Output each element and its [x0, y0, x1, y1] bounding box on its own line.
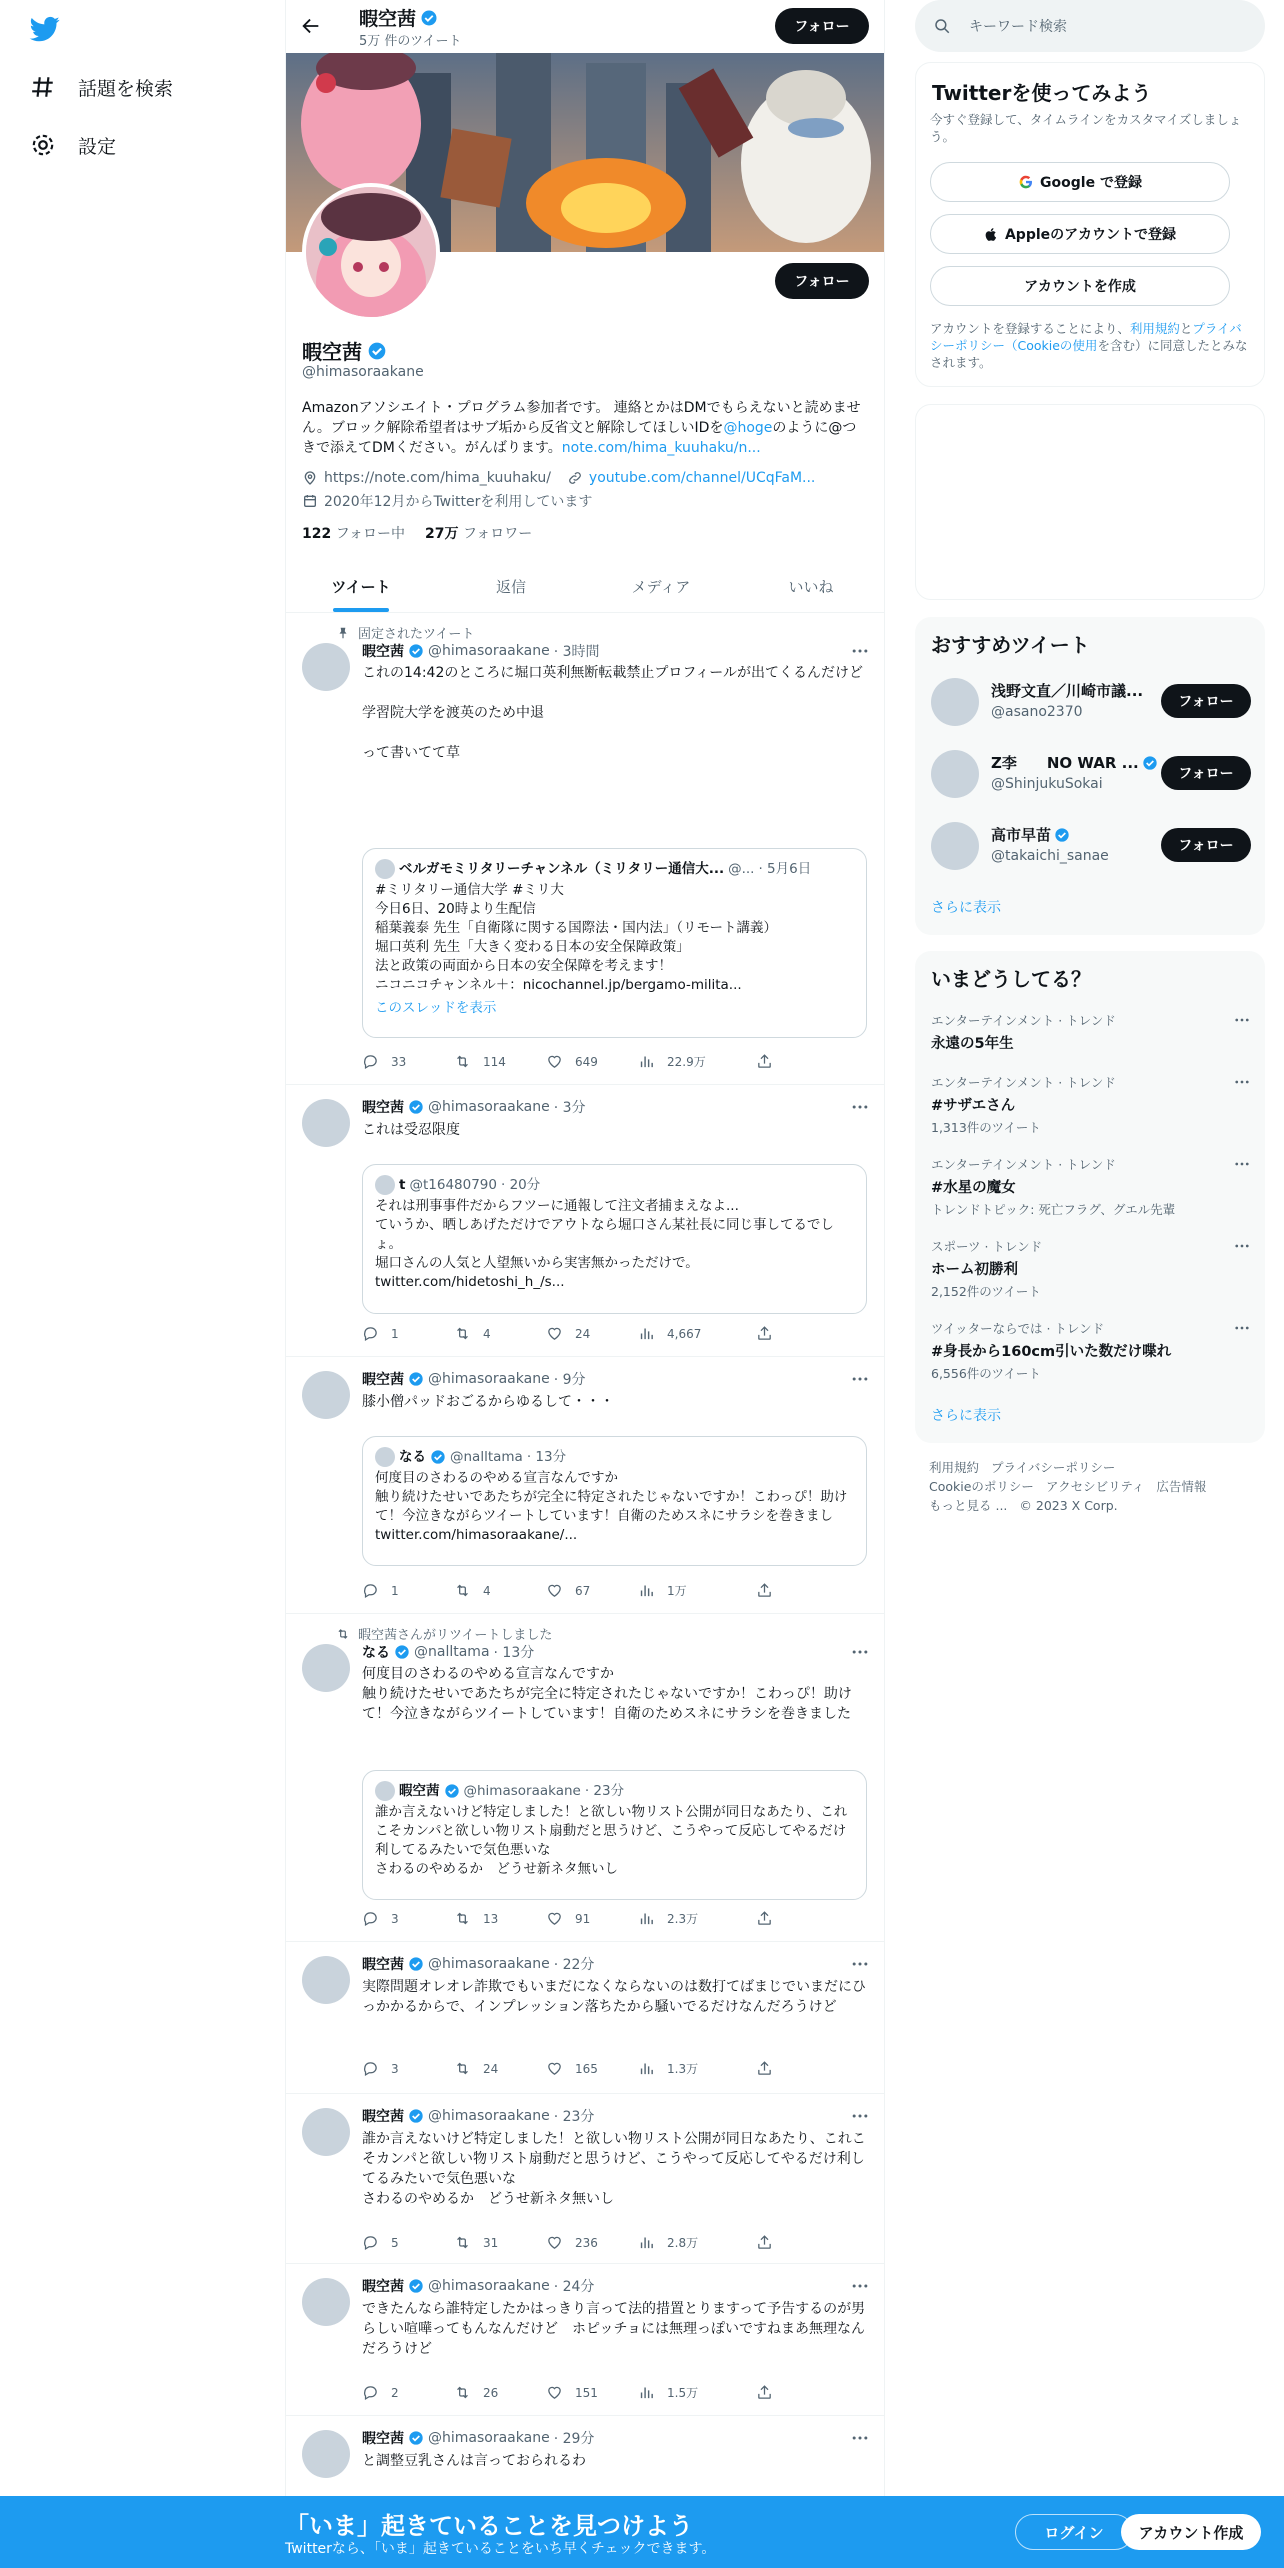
- recommended-account[interactable]: [931, 744, 1251, 804]
- trend-item[interactable]: [931, 1073, 1251, 1136]
- retweet-button[interactable]: 24: [454, 2060, 546, 2077]
- retweet-icon: [454, 1910, 471, 1927]
- profile-joined: 2020年12月からTwitterを利用しています: [302, 491, 592, 511]
- retweet-icon: [336, 1627, 350, 1641]
- more-options-icon[interactable]: [850, 2428, 870, 2448]
- heart-icon: [546, 2384, 563, 2401]
- verified-badge-icon: [408, 2278, 424, 2294]
- reply-icon: [362, 1325, 379, 1342]
- more-options-icon[interactable]: [1233, 1155, 1251, 1173]
- trend-meta: 1,313件のツイート: [931, 1120, 1041, 1135]
- tweet-text: と調整豆乳さんは言っておられるわ: [362, 2453, 586, 2469]
- trend-meta: トレンドトピック: 死亡フラグ、グエル先輩: [931, 1202, 1176, 1217]
- share-button[interactable]: [756, 2384, 773, 2401]
- tweet[interactable]: [286, 2264, 885, 2416]
- quote-author-name: 暇空茜: [399, 1782, 440, 1799]
- verified-badge-icon: [1054, 827, 1070, 843]
- recommended-name[interactable]: 浅野文直／川崎市議...: [991, 682, 1144, 700]
- trend-item[interactable]: [931, 1237, 1251, 1300]
- reply-icon: [362, 1910, 379, 1927]
- recommended-account[interactable]: [931, 672, 1251, 732]
- tweet-actions: [362, 1910, 792, 1927]
- author-name[interactable]: 暇空茜: [362, 644, 404, 660]
- quote-author-handle: @himasoraakane: [463, 1782, 581, 1799]
- tweet-time[interactable]: · 9分: [553, 1372, 586, 1388]
- tweet-time[interactable]: · 13分: [493, 1645, 535, 1661]
- verified-badge-icon: [394, 1644, 410, 1660]
- author-handle[interactable]: @himasoraakane: [428, 2108, 550, 2124]
- left-sidebar: [0, 0, 285, 2568]
- header-profile-name: 暇空茜: [359, 4, 438, 31]
- tweet[interactable]: [286, 1614, 885, 1942]
- terms-link[interactable]: 利用規約: [1129, 321, 1180, 336]
- reply-icon: [362, 2060, 379, 2077]
- verified-badge-icon: [1142, 755, 1158, 771]
- more-options-icon[interactable]: [850, 2106, 870, 2126]
- share-icon: [756, 1325, 773, 1342]
- search-bar[interactable]: [915, 0, 1265, 52]
- quoted-tweet[interactable]: [362, 1436, 867, 1566]
- tweet-text: 実際問題オレオレ詐欺でもいまだになくならないのは数打てばまじでいまだにひっかかるからで、インプレッション落ちたから騒いでるだけなんだろうけど: [362, 1979, 866, 2015]
- quoted-tweet[interactable]: [362, 1164, 867, 1314]
- sidebar-footer: [929, 1458, 1249, 1515]
- twitter-logo-icon[interactable]: [27, 14, 63, 44]
- reply-icon: [362, 2384, 379, 2401]
- tweet[interactable]: [286, 613, 885, 1085]
- trends-title: いまどうしてる？: [931, 967, 1091, 991]
- tweet-header: [362, 2106, 594, 2126]
- author-name[interactable]: 暇空茜: [362, 1957, 404, 1973]
- reply-button[interactable]: 1: [362, 1325, 454, 1342]
- author-handle[interactable]: @himasoraakane: [428, 2278, 550, 2294]
- verified-badge-icon: [408, 2430, 424, 2446]
- tweet-header: [362, 641, 600, 661]
- trend-category: エンターテインメント · トレンド: [931, 1013, 1116, 1028]
- more-options-icon[interactable]: [850, 1954, 870, 1974]
- heart-icon: [546, 1910, 563, 1927]
- reply-icon: [362, 2234, 379, 2251]
- reply-button[interactable]: 3: [362, 2060, 454, 2077]
- heart-icon: [546, 2060, 563, 2077]
- reply-button[interactable]: 3: [362, 1910, 454, 1927]
- avatar[interactable]: [931, 750, 979, 798]
- back-arrow-icon[interactable]: [300, 15, 322, 37]
- tweet-actions: [362, 1582, 792, 1599]
- quote-author-handle: @...: [728, 860, 755, 877]
- tweet-text: 誰か言えないけど特定しました！と欲しい物リスト公開が同日なあたり、これこそカンパと欲しい物リスト扇動だと思うけど、こうやって反応してやるだけ利してるみたいで気色悪いな さわるのやめるか どうせ新ネタ無いし: [362, 2131, 866, 2207]
- recommended-handle: @ShinjukuSokai: [991, 776, 1103, 792]
- author-handle[interactable]: @himasoraakane: [428, 1099, 550, 1115]
- bottom-subtitle: Twitterなら、「いま」起きていることをいち早くチェックできます。: [285, 2541, 716, 2557]
- author-name[interactable]: 暇空茜: [362, 2431, 404, 2447]
- google-icon: [1018, 174, 1034, 190]
- verified-badge-icon: [430, 1449, 446, 1465]
- quote-text: #ミリタリー通信大学 #ミリ大 今日6日、20時より生配信 稲葉義泰 先生「自衛隊に関する国際法・国内法」（リモート講義） 堀口英利 先生「大きく変わる日本の安全保障政策」 法と政策の両面から日本の安全保障を考えます！ ニコニコチャンネル＋：nicochannel.jp/bergamo-milita...: [375, 882, 778, 993]
- views-button[interactable]: 1.3万: [638, 2060, 756, 2077]
- verified-badge-icon: [408, 1371, 424, 1387]
- tweet-text: 膝小僧パッドおごるからゆるして・・・: [362, 1394, 614, 1410]
- nav-explore[interactable]: [30, 67, 173, 107]
- tweet-header: [362, 2428, 594, 2448]
- avatar[interactable]: [302, 2108, 350, 2156]
- tweet-count: 5万 件のツイート: [359, 34, 462, 49]
- location-pin-icon: [302, 470, 318, 486]
- reply-icon: [362, 1582, 379, 1599]
- avatar[interactable]: [302, 2430, 350, 2478]
- verified-badge-icon: [444, 1783, 460, 1799]
- more-options-icon[interactable]: [850, 641, 870, 661]
- recommended-follow-button[interactable]: フォロー: [1161, 684, 1251, 718]
- share-icon: [756, 2384, 773, 2401]
- quote-author-handle: @t16480790: [409, 1176, 497, 1193]
- verified-badge-icon: [408, 643, 424, 659]
- more-options-icon[interactable]: [850, 1097, 870, 1117]
- tweet-time[interactable]: · 23分: [553, 2109, 595, 2125]
- author-handle[interactable]: @himasoraakane: [428, 2430, 550, 2446]
- like-button[interactable]: 151: [546, 2384, 638, 2401]
- profile-name: 暇空茜: [302, 336, 387, 365]
- retweet-icon: [454, 2060, 471, 2077]
- tweet[interactable]: [286, 1942, 885, 2094]
- recommended-follow-button[interactable]: フォロー: [1161, 756, 1251, 790]
- tab-media[interactable]: メディア: [631, 577, 691, 596]
- trend-item[interactable]: [931, 1011, 1251, 1053]
- share-icon: [756, 2234, 773, 2251]
- verified-badge-icon: [408, 2108, 424, 2124]
- tweet-context: 固定されたツイート: [336, 623, 474, 642]
- views-button[interactable]: 1.5万: [638, 2384, 756, 2401]
- quote-text: それは刑事事件だからフツーに通報して注文者捕まえなよ... ていうか、晒しあげただけでアウトなら堀口さん某社長に同じ事してるでしょ。 堀口さんの人気と人望無いから実害無かっただけで。 twitter.com/hidetoshi_h_/s...: [375, 1198, 834, 1290]
- show-thread-link[interactable]: このスレッドを表示: [375, 1000, 497, 1016]
- privacy-link[interactable]: プライバシーポリシー（Cookieの使用: [930, 321, 1242, 353]
- tweet-text: できたんなら誰特定したかはっきり言って法的措置とりますって予告するのが男らしい喧嘩ってもんなんだけど ホピッチョには無理っぽいですねまあ無理なんだろうけど: [362, 2301, 866, 2357]
- tweet-text: 何度目のさわるのやめる宣言なんですか 触り続けたせいであたちが完全に特定されたじゃないですか！こわっぴ！助けて！今泣きながらツイートしています！自衛のためスネにサラシを巻きました: [362, 1666, 852, 1722]
- search-input[interactable]: キーワード検索: [969, 19, 1067, 35]
- quote-time: · 13分: [526, 1448, 567, 1465]
- like-button[interactable]: 67: [546, 1582, 638, 1599]
- quoted-tweet[interactable]: [362, 848, 867, 1038]
- share-icon: [756, 2060, 773, 2077]
- link-icon: [567, 470, 583, 486]
- signup-button[interactable]: アカウント作成: [1121, 2514, 1261, 2550]
- more-options-icon[interactable]: [850, 1642, 870, 1662]
- avatar[interactable]: [302, 2278, 350, 2326]
- profile-website-link[interactable]: youtube.com/channel/UCqFaM...: [588, 470, 816, 486]
- calendar-icon: [302, 493, 318, 509]
- recommended-name[interactable]: 高市早苗: [991, 826, 1052, 844]
- apple-signup-button[interactable]: Appleのアカウントで登録: [930, 214, 1230, 254]
- footer-privacy-link[interactable]: プライバシーポリシー: [991, 1460, 1116, 1475]
- reply-icon: [362, 1053, 379, 1070]
- retweet-icon: [454, 2234, 471, 2251]
- share-icon: [756, 1582, 773, 1599]
- tweet-header: [362, 2276, 594, 2296]
- more-options-icon[interactable]: [1233, 1237, 1251, 1255]
- profile-handle: @himasoraakane: [302, 364, 424, 380]
- author-name[interactable]: 暇空茜: [362, 2109, 404, 2125]
- tweet[interactable]: [286, 2094, 885, 2264]
- retweet-icon: [454, 2384, 471, 2401]
- tweet-text: これは受忍限度: [362, 1122, 460, 1138]
- verified-badge-icon: [367, 341, 387, 361]
- like-button[interactable]: 91: [546, 1910, 638, 1927]
- like-button[interactable]: 236: [546, 2234, 638, 2251]
- profile-tabs: [286, 560, 885, 613]
- like-button[interactable]: 165: [546, 2060, 638, 2077]
- more-options-icon[interactable]: [850, 1369, 870, 1389]
- google-signup-button[interactable]: Google で登録: [930, 162, 1230, 202]
- trend-item[interactable]: [931, 1319, 1251, 1382]
- footer-ads-link[interactable]: 広告情報: [1156, 1479, 1207, 1494]
- more-options-icon[interactable]: [850, 2276, 870, 2296]
- retweet-button[interactable]: 4: [454, 1325, 546, 1342]
- trends-card: [915, 951, 1265, 1443]
- footer-cookie-link[interactable]: Cookieのポリシー: [929, 1479, 1034, 1494]
- views-chart-icon: [638, 2234, 655, 2251]
- like-button[interactable]: 24: [546, 1325, 638, 1342]
- trend-category: エンターテインメント · トレンド: [931, 1157, 1116, 1172]
- tweet-actions: [362, 2234, 792, 2251]
- avatar[interactable]: [931, 822, 979, 870]
- profile-column: [285, 0, 885, 2568]
- views-button[interactable]: 2.3万: [638, 1910, 756, 1927]
- avatar: [375, 859, 395, 879]
- tweet-header: [362, 1954, 594, 1974]
- trend-title: 永遠の5年生: [931, 1036, 1014, 1052]
- quote-time: · 20分: [500, 1176, 541, 1193]
- retweet-icon: [454, 1582, 471, 1599]
- trend-category: エンターテインメント · トレンド: [931, 1075, 1116, 1090]
- quote-time: · 23分: [584, 1782, 625, 1799]
- heart-icon: [546, 2234, 563, 2251]
- tab-tweets[interactable]: ツイート: [286, 560, 436, 612]
- quote-author-name: t: [399, 1176, 406, 1193]
- signup-subtitle: 今すぐ登録して、タイムラインをカスタマイズしましょう。: [930, 112, 1242, 144]
- recommended-account[interactable]: [931, 816, 1251, 876]
- recommend-title: おすすめツイート: [931, 633, 1090, 657]
- author-name[interactable]: 暇空茜: [362, 2279, 404, 2295]
- views-chart-icon: [638, 1910, 655, 1927]
- author-handle[interactable]: @himasoraakane: [428, 1371, 550, 1387]
- header-follow-button[interactable]: フォロー: [775, 8, 869, 44]
- retweet-icon: [454, 1325, 471, 1342]
- author-name[interactable]: なる: [362, 1645, 390, 1661]
- share-icon: [756, 1910, 773, 1927]
- footer-copyright: © 2023 X Corp.: [1019, 1498, 1118, 1513]
- bottom-title: 「いま」起きていることを見つけよう: [285, 2512, 693, 2540]
- heart-icon: [546, 1325, 563, 1342]
- tweet-header: [362, 1642, 534, 1662]
- share-button[interactable]: [756, 1325, 773, 1342]
- tweet-actions: [362, 1053, 792, 1070]
- trend-title: #身長から160cm引いた数だけ喋れ: [931, 1344, 1172, 1360]
- avatar[interactable]: [302, 1956, 350, 2004]
- tweet-actions: [362, 2060, 792, 2077]
- quoted-tweet[interactable]: [362, 1770, 867, 1900]
- more-options-icon[interactable]: [1233, 1011, 1251, 1029]
- author-handle[interactable]: @himasoraakane: [428, 643, 550, 659]
- followers-link[interactable]: 27万 フォロワー: [425, 526, 533, 542]
- footer-terms-link[interactable]: 利用規約: [929, 1460, 980, 1475]
- avatar[interactable]: [302, 1099, 350, 1147]
- trend-title: #サザエさん: [931, 1098, 1016, 1114]
- recommended-name[interactable]: Z李 NO WAR ...: [991, 754, 1139, 772]
- following-link[interactable]: 122 フォロー中: [302, 526, 405, 542]
- author-handle[interactable]: @nalltama: [414, 1644, 490, 1660]
- tweet-time[interactable]: · 24分: [553, 2279, 595, 2295]
- quote-time: · 5月6日: [758, 860, 812, 877]
- create-account-button[interactable]: アカウントを作成: [930, 266, 1230, 306]
- recommend-more-link[interactable]: さらに表示: [931, 900, 1001, 916]
- verified-badge-icon: [408, 1099, 424, 1115]
- signup-title: Twitterを使ってみよう: [932, 81, 1152, 105]
- trend-category: ツイッターならでは · トレンド: [931, 1321, 1105, 1336]
- quote-author-name: ベルガモミリタリーチャンネル（ミリタリー通信大...: [399, 860, 725, 877]
- share-button[interactable]: [756, 1053, 773, 1070]
- tweet-header: [362, 1097, 586, 1117]
- more-options-icon[interactable]: [1233, 1319, 1251, 1337]
- views-chart-icon: [638, 1325, 655, 1342]
- views-chart-icon: [638, 2060, 655, 2077]
- search-icon: [933, 17, 951, 35]
- views-button[interactable]: 2.8万: [638, 2234, 756, 2251]
- share-button[interactable]: [756, 2234, 773, 2251]
- gear-icon: [30, 132, 56, 158]
- follow-stats: [302, 523, 532, 543]
- signup-terms: アカウントを登録することにより、利用規約とプライバシーポリシー（Cookieの使用を含む）に同意したとみなされます。: [930, 321, 1248, 370]
- avatar[interactable]: [302, 1371, 350, 1419]
- nav-explore-label: 話題を検索: [78, 77, 174, 100]
- share-button[interactable]: [756, 1910, 773, 1927]
- avatar[interactable]: [302, 1644, 350, 1692]
- retweet-button[interactable]: 26: [454, 2384, 546, 2401]
- avatar: [375, 1781, 395, 1801]
- tab-likes[interactable]: いいね: [788, 577, 834, 596]
- hashtag-icon: [30, 74, 56, 100]
- retweet-button[interactable]: 4: [454, 1582, 546, 1599]
- share-icon: [756, 1053, 773, 1070]
- views-button[interactable]: 4,667: [638, 1325, 756, 1342]
- tweet-context: 暇空茜さんがリツイートしました: [336, 1624, 552, 1643]
- profile-bio: Amazonアソシエイト・プログラム参加者です。 連絡とかはDMでもらえないと読めません。ブロック解除希望者はサブ垢から反省文と解除してほしいIDを@hogeのように@つきで添えてDMください。がんばります。note.com/hima_kuuhaku/n...: [302, 400, 861, 456]
- apple-icon: [984, 227, 999, 242]
- retweet-button[interactable]: 114: [454, 1053, 546, 1070]
- trend-title: #水星の魔女: [931, 1180, 1016, 1196]
- trend-item[interactable]: [931, 1155, 1251, 1218]
- quote-author-name: なる: [399, 1448, 426, 1465]
- bio-note-link[interactable]: note.com/hima_kuuhaku/n...: [561, 440, 761, 456]
- reply-button[interactable]: 5: [362, 2234, 454, 2251]
- share-button[interactable]: [756, 2060, 773, 2077]
- tweet[interactable]: [286, 1085, 885, 1357]
- pin-icon: [336, 626, 350, 640]
- trend-meta: 2,152件のツイート: [931, 1284, 1041, 1299]
- reply-button[interactable]: 1: [362, 1582, 454, 1599]
- tweet-time[interactable]: · 3時間: [553, 644, 600, 660]
- follow-button[interactable]: フォロー: [775, 263, 869, 299]
- trend-meta: 6,556件のツイート: [931, 1366, 1041, 1381]
- quote-author-handle: @nalltama: [450, 1448, 523, 1465]
- views-button[interactable]: 1万: [638, 1582, 756, 1599]
- retweet-button[interactable]: 13: [454, 1910, 546, 1927]
- recommended-handle: @takaichi_sanae: [991, 848, 1109, 864]
- profile-location: https://note.com/hima_kuuhaku/ youtube.com/channel/UCqFaM...: [302, 470, 815, 486]
- tweet-time[interactable]: · 22分: [553, 1957, 595, 1973]
- avatar: [375, 1175, 395, 1195]
- heart-icon: [546, 1582, 563, 1599]
- nav-settings-label: 設定: [78, 135, 117, 158]
- quote-text: 誰か言えないけど特定しました！と欲しい物リスト公開が同日なあたり、これこそカンパと欲しい物リスト扇動だと思うけど、こうやって反応してやるだけ利してるみたいで気色悪いな さわるのやめるか どうせ新ネタ無いし: [375, 1804, 848, 1877]
- footer-more-link[interactable]: もっと見る ...: [929, 1498, 1008, 1513]
- tweet-text: これの14:42のところに堀口英利無断転載禁止プロフィールが出てくるんだけど 学習院大学を渡英のため中退 って書いてて草: [362, 665, 863, 761]
- empty-card: [915, 404, 1265, 600]
- share-button[interactable]: [756, 1582, 773, 1599]
- tweet[interactable]: [286, 1357, 885, 1614]
- signup-card: [915, 62, 1265, 387]
- recommended-follow-button[interactable]: フォロー: [1161, 828, 1251, 862]
- tweet-actions: [362, 2384, 792, 2401]
- quote-text: 何度目のさわるのやめる宣言なんですか 触り続けたせいであたちが完全に特定されたじゃないですか！こわっぴ！助けて！今泣きながらツイートしています！自衛のためスネにサラシを巻きまし twitter.com/himasoraakane/...: [375, 1470, 848, 1543]
- author-handle[interactable]: @himasoraakane: [428, 1956, 550, 1972]
- reply-button[interactable]: 33: [362, 1053, 454, 1070]
- tweet-time[interactable]: · 29分: [553, 2431, 595, 2447]
- avatar[interactable]: [931, 678, 979, 726]
- bio-mention-link[interactable]: @hoge: [723, 420, 773, 436]
- profile-header-bar: [286, 0, 885, 53]
- author-name[interactable]: 暇空茜: [362, 1372, 404, 1388]
- retweet-button[interactable]: 31: [454, 2234, 546, 2251]
- recommended-handle: @asano2370: [991, 704, 1083, 720]
- footer-accessibility-link[interactable]: アクセシビリティ: [1045, 1479, 1145, 1494]
- views-chart-icon: [638, 2384, 655, 2401]
- nav-settings[interactable]: [30, 125, 116, 165]
- tweet-header: [362, 1369, 586, 1389]
- views-chart-icon: [638, 1582, 655, 1599]
- trend-title: ホーム初勝利: [931, 1262, 1018, 1278]
- like-button[interactable]: 649: [546, 1053, 638, 1070]
- recommend-card: [915, 617, 1265, 935]
- tweet-actions: [362, 1325, 792, 1342]
- author-name[interactable]: 暇空茜: [362, 1100, 404, 1116]
- views-chart-icon: [638, 1053, 655, 1070]
- tweet-time[interactable]: · 3分: [553, 1100, 586, 1116]
- more-options-icon[interactable]: [1233, 1073, 1251, 1091]
- trends-more-link[interactable]: さらに表示: [931, 1408, 1001, 1424]
- retweet-icon: [454, 1053, 471, 1070]
- verified-badge-icon: [420, 9, 438, 27]
- avatar: [375, 1447, 395, 1467]
- tab-replies[interactable]: 返信: [495, 577, 526, 596]
- trend-category: スポーツ · トレンド: [931, 1239, 1043, 1254]
- avatar[interactable]: [302, 643, 350, 691]
- reply-button[interactable]: 2: [362, 2384, 454, 2401]
- bottom-signup-bar: [0, 2496, 1284, 2568]
- views-button[interactable]: 22.9万: [638, 1053, 756, 1070]
- verified-badge-icon: [408, 1956, 424, 1972]
- heart-icon: [546, 1053, 563, 1070]
- profile-avatar[interactable]: [302, 183, 440, 321]
- login-button[interactable]: ログイン: [1015, 2514, 1133, 2550]
